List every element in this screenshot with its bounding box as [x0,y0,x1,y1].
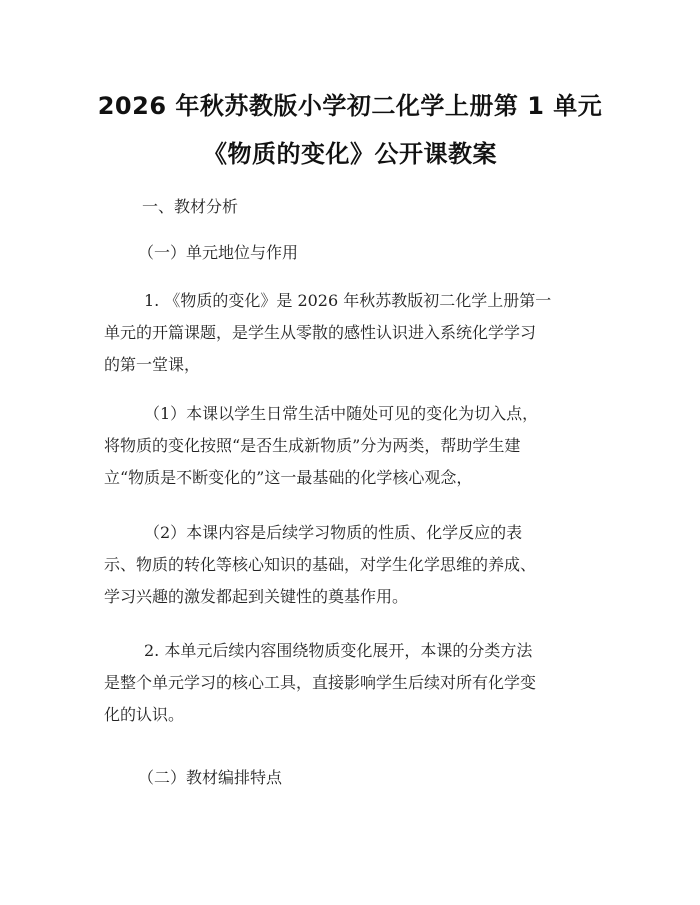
document-title-line-2: 《物质的变化》公开课教案 [203,140,497,168]
paragraph-line: 2. 本单元后续内容围绕物质变化展开，本课的分类方法 [144,641,533,660]
paragraph-line: 单元的开篇课题，是学生从零散的感性认识进入系统化学学习 [104,323,537,342]
paragraph-1 [104,285,604,381]
paragraph-line: （2）本课内容是后续学习物质的性质、化学反应的表 [144,523,523,542]
paragraph-line: 的第一堂课， [104,355,201,374]
paragraph-line: 学习兴趣的激发都起到关键性的奠基作用。 [104,587,409,606]
section-heading-textbook-analysis: 一、教材分析 [142,197,239,216]
paragraph-line: （1）本课以学生日常生活中随处可见的变化为切入点， [144,404,539,423]
paragraph-3 [104,517,604,613]
paragraph-2 [104,398,604,494]
document-title-line-1: 2026 年秋苏教版小学初二化学上册第 1 单元 [97,92,603,120]
paragraph-line: 立“物质是不断变化的”这一最基础的化学核心观念， [104,468,473,487]
paragraph-line: 示、物质的转化等核心知识的基础，对学生化学思维的养成、 [104,555,537,574]
subsection-heading-unit-role: （一）单元地位与作用 [138,243,299,262]
paragraph-line: 将物质的变化按照“是否生成新物质”分为两类，帮助学生建 [104,436,521,455]
paragraph-line: 1. 《物质的变化》是 2026 年秋苏教版初二化学上册第一 [144,291,552,310]
subsection-heading-textbook-arrangement: （二）教材编排特点 [138,768,283,787]
paragraph-line: 化的认识。 [104,705,185,724]
paragraph-4 [104,635,604,731]
paragraph-line: 是整个单元学习的核心工具，直接影响学生后续对所有化学变 [104,673,537,692]
